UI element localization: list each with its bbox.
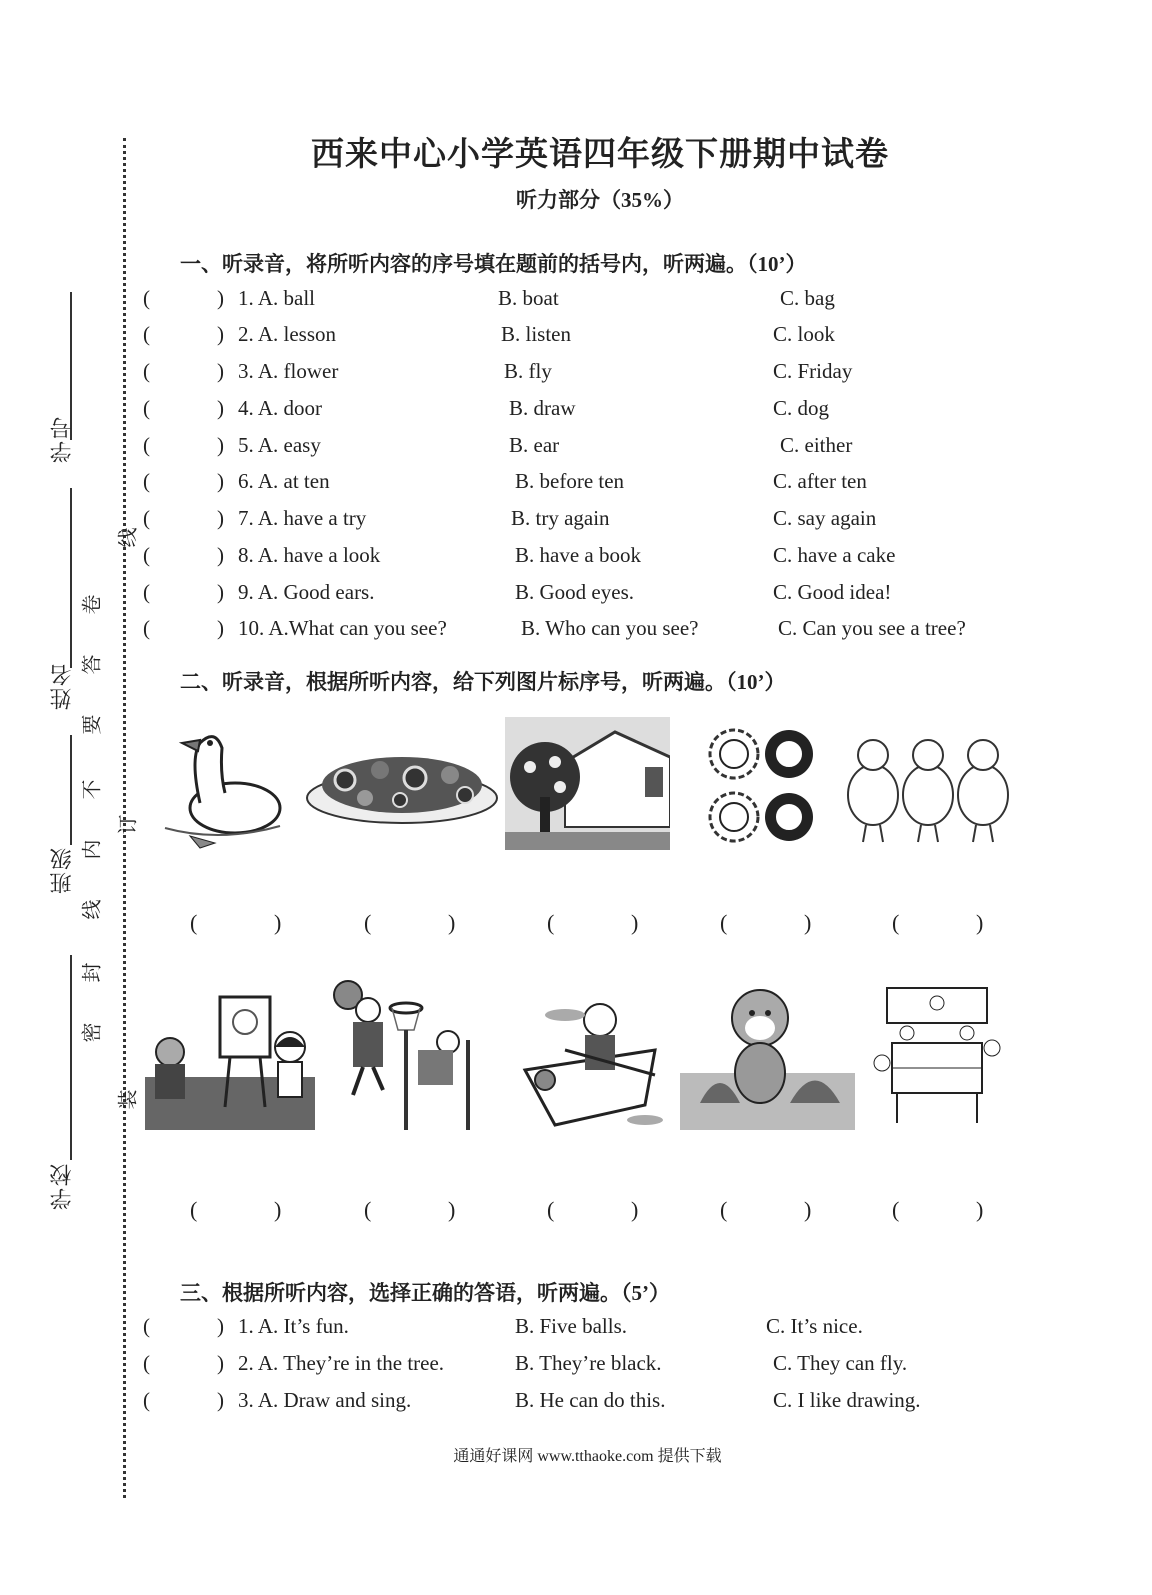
page-subtitle: 听力部分（35%） xyxy=(516,188,684,212)
option-a: 3. A. flower xyxy=(238,359,339,383)
picture-answer-bracket[interactable]: ( ) xyxy=(190,1197,282,1222)
picture-answer-bracket[interactable]: ( ) xyxy=(190,910,282,935)
answer-bracket-open[interactable]: ( xyxy=(143,616,150,640)
seal-char: 订 xyxy=(117,814,140,835)
option-c: C. have a cake xyxy=(773,543,896,567)
option-b: B. boat xyxy=(498,286,559,310)
salad-picture xyxy=(305,740,500,830)
picture-answer-bracket[interactable]: ( ) xyxy=(720,910,812,935)
question-row: ( ) 1. A. It’s fun. B. Five balls. C. It’s nice. xyxy=(143,1314,863,1338)
option-c: C. after ten xyxy=(773,469,867,493)
option-c: C. I like drawing. xyxy=(773,1388,921,1412)
name-label: 姓名 xyxy=(49,662,74,710)
option-a: 2. A. lesson xyxy=(238,322,337,346)
answer-bracket-open[interactable]: ( xyxy=(143,543,150,567)
seal-char: 答 xyxy=(81,654,104,675)
page-title: 西来中心小学英语四年级下册期中试卷 xyxy=(311,137,889,173)
seal-char: 封 xyxy=(81,962,104,983)
picture-answer-bracket[interactable]: ( ) xyxy=(892,1197,984,1222)
picture-answer-bracket[interactable]: ( ) xyxy=(547,1197,639,1222)
class-blank[interactable] xyxy=(70,735,72,845)
school-blank[interactable] xyxy=(70,955,72,1160)
option-b: B. They’re black. xyxy=(515,1351,662,1375)
option-a: 9. A. Good ears. xyxy=(238,580,375,604)
question-row: ( ) 2. A. lesson B. listen C. look xyxy=(143,322,835,346)
question-row: ( ) 6. A. at ten B. before ten C. after ten xyxy=(143,469,867,493)
painting-picture xyxy=(145,982,315,1130)
option-a: 10. A.What can you see? xyxy=(238,616,447,640)
option-b: B. listen xyxy=(501,322,572,346)
seal-char: 线 xyxy=(117,527,140,548)
section3-heading: 三、根据所听内容，选择正确的答语，听两遍。（5’） xyxy=(180,1281,670,1305)
sunflowers-picture xyxy=(707,722,817,850)
basketball-picture xyxy=(328,980,493,1130)
seal-char: 不 xyxy=(81,779,104,800)
answer-bracket-open[interactable]: ( xyxy=(143,1388,150,1412)
option-b: B. try again xyxy=(511,506,610,530)
answer-bracket-open[interactable]: ( xyxy=(143,580,150,604)
question-row: ( ) 3. A. Draw and sing. B. He can do this. C. I like drawing. xyxy=(143,1388,921,1412)
picture-answer-bracket[interactable]: ( ) xyxy=(364,1197,456,1222)
seal-char: 卷 xyxy=(81,594,104,615)
answer-bracket-open[interactable]: ( xyxy=(143,1351,150,1375)
option-c: C. They can fly. xyxy=(773,1351,908,1375)
seal-char: 线 xyxy=(81,899,104,920)
seal-char: 装 xyxy=(117,1089,140,1110)
seal-char: 内 xyxy=(81,839,104,860)
option-c: C. dog xyxy=(773,396,830,420)
picture-answer-bracket[interactable]: ( ) xyxy=(720,1197,812,1222)
option-c: C. bag xyxy=(780,286,835,310)
option-b: B. draw xyxy=(509,396,576,420)
answer-bracket-open[interactable]: ( xyxy=(143,359,150,383)
question-row: ( ) 5. A. easy B. ear C. either xyxy=(143,433,853,457)
picture-answer-bracket[interactable]: ( ) xyxy=(547,910,639,935)
answer-bracket-open[interactable]: ( xyxy=(143,396,150,420)
option-c: C. Can you see a tree? xyxy=(778,616,966,640)
answer-bracket-open[interactable]: ( xyxy=(143,322,150,346)
name-blank[interactable] xyxy=(70,488,72,668)
seal-char: 密 xyxy=(81,1022,104,1043)
boat-picture xyxy=(505,990,670,1130)
seal-char: 要 xyxy=(81,714,104,735)
answer-bracket-open[interactable]: ( xyxy=(143,286,150,310)
option-b: B. have a book xyxy=(515,543,641,567)
option-c: C. Friday xyxy=(773,359,853,383)
picture-answer-bracket[interactable]: ( ) xyxy=(892,910,984,935)
section1-heading: 一、听录音，将所听内容的序号填在题前的括号内，听两遍。（10’） xyxy=(180,252,807,276)
option-a: 3. A. Draw and sing. xyxy=(238,1388,412,1412)
question-row: ( ) 1. A. ball B. boat C. bag xyxy=(143,286,835,310)
option-a: 7. A. have a try xyxy=(238,506,367,530)
answer-bracket-open[interactable]: ( xyxy=(143,433,150,457)
classroom-picture xyxy=(862,983,1010,1130)
question-row: ( ) 7. A. have a try B. try again C. say again xyxy=(143,506,877,530)
option-b: B. fly xyxy=(504,359,552,383)
duck-picture xyxy=(160,718,290,853)
option-a: 5. A. easy xyxy=(238,433,321,457)
option-c: C. either xyxy=(780,433,853,457)
question-row: ( ) 9. A. Good ears. B. Good eyes. C. Good idea! xyxy=(143,580,892,604)
option-a: 4. A. door xyxy=(238,396,322,420)
ducks-picture xyxy=(838,720,1013,850)
option-b: B. Who can you see? xyxy=(521,616,699,640)
question-row: ( ) 2. A. They’re in the tree. B. They’re black. C. They can fly. xyxy=(143,1351,908,1375)
option-c: C. look xyxy=(773,322,835,346)
question-row: ( ) 4. A. door B. draw C. dog xyxy=(143,396,830,420)
option-a: 1. A. ball xyxy=(238,286,315,310)
school-label: 学校 xyxy=(49,1162,74,1210)
class-label: 班级 xyxy=(49,846,74,894)
student-id-label: 学号 xyxy=(49,415,74,463)
option-a: 2. A. They’re in the tree. xyxy=(238,1351,445,1375)
option-b: B. ear xyxy=(509,433,560,457)
tree-house-picture xyxy=(505,717,670,850)
option-a: 6. A. at ten xyxy=(238,469,330,493)
question-row: ( ) 8. A. have a look B. have a book C. have a cake xyxy=(143,543,896,567)
option-b: B. Five balls. xyxy=(515,1314,628,1338)
option-a: 1. A. It’s fun. xyxy=(238,1314,349,1338)
option-c: C. It’s nice. xyxy=(766,1314,863,1338)
question-row: ( ) 3. A. flower B. fly C. Friday xyxy=(143,359,853,383)
option-b: B. Good eyes. xyxy=(515,580,634,604)
option-b: B. He can do this. xyxy=(515,1388,666,1412)
footer-credit: 通通好课网 www.tthaoke.com 提供下载 xyxy=(453,1448,722,1465)
answer-bracket-open[interactable]: ( xyxy=(143,1314,150,1338)
option-a: 8. A. have a look xyxy=(238,543,381,567)
answer-bracket-open[interactable]: ( xyxy=(143,506,150,530)
option-c: C. say again xyxy=(773,506,877,530)
section2-heading: 二、听录音，根据所听内容，给下列图片标序号，听两遍。（10’） xyxy=(180,670,786,694)
question-row: ( ) 10. A.What can you see? B. Who can you see? C. Can you see a tree? xyxy=(143,616,966,640)
option-b: B. before ten xyxy=(515,469,625,493)
picture-answer-bracket[interactable]: ( ) xyxy=(364,910,456,935)
answer-bracket-open[interactable]: ( xyxy=(143,469,150,493)
monkey-picture xyxy=(680,983,855,1130)
option-c: C. Good idea! xyxy=(773,580,892,604)
